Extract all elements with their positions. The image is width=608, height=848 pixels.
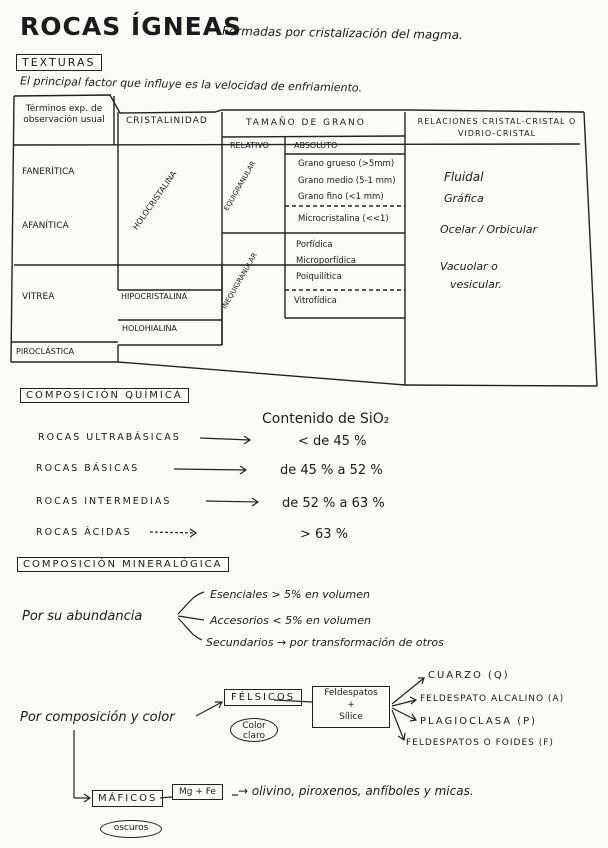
- cell-holocristalina: HOLOCRISTALINA: [131, 169, 179, 232]
- col-header-cristalinidad: CRISTALINIDAD: [126, 116, 208, 126]
- quimica-row-value: < de 45 %: [298, 434, 367, 449]
- cell-fluidal: Fluidal: [444, 170, 484, 184]
- cell-vesicular: vesicular.: [450, 278, 502, 291]
- cell-equigranular: EQUIGRANULAR: [222, 159, 258, 213]
- quimica-row-value: de 45 % a 52 %: [280, 463, 383, 478]
- row-faneritica: FANERÍTICA: [22, 167, 75, 177]
- section-label-texturas: TEXTURAS: [16, 54, 102, 71]
- cell-porfidica: Porfídica: [296, 240, 333, 250]
- cell-vacuolar: Vacuolar o: [440, 260, 498, 273]
- mineral-cuarzo: CUARZO (Q): [428, 670, 510, 681]
- feld-box-line2: Sílice: [339, 712, 363, 722]
- row-afanitica: AFANÍTICA: [22, 221, 69, 231]
- cell-grano-fino: Grano fino (<1 mm): [298, 192, 384, 202]
- feld-box-line1: Feldespatos: [324, 688, 378, 698]
- felsicos-box: FÉLSICOS: [224, 689, 302, 706]
- mgfe-box: Mg + Fe: [172, 784, 223, 800]
- quimica-row-name: ROCAS ÁCIDAS: [36, 527, 132, 538]
- page-title: ROCAS ÍGNEAS: [20, 12, 243, 41]
- col-header-terminos: Términos exp. de observación usual: [23, 104, 105, 125]
- cell-microcristalina: Microcristalina (<<1): [298, 214, 389, 224]
- esenciales-label: Esenciales > 5% en volumen: [210, 588, 370, 601]
- quimica-row-name: ROCAS ULTRABÁSICAS: [38, 432, 181, 443]
- feld-box-plus: +: [347, 700, 355, 710]
- cell-grano-grueso: Grano grueso (>5mm): [298, 159, 395, 169]
- maficos-minerals: → olivino, piroxenos, anfíboles y micas.: [238, 784, 474, 798]
- cell-poiquilitica: Poiquilítica: [296, 272, 342, 282]
- color-label: Por composición y color: [20, 710, 175, 725]
- abundancia-label: Por su abundancia: [22, 609, 143, 624]
- subheader-relativo: RELATIVO: [230, 141, 269, 150]
- page-subtitle: Formadas por cristalización del magma.: [221, 23, 463, 43]
- cell-holohialina: HOLOHIALINA: [122, 324, 177, 333]
- maficos-box: MÁFICOS: [92, 790, 163, 807]
- cell-inequigranular: INEQUIGRANULAR: [220, 251, 259, 311]
- mineral-feldespatos-foides: FELDESPATOS O FOIDES (F): [406, 738, 554, 748]
- quimica-row-name: ROCAS BÁSICAS: [36, 463, 140, 474]
- mineral-plagioclasa: PLAGIOCLASA (P): [420, 716, 538, 727]
- secundarios-label: Secundarios → por transformación de otros: [206, 636, 444, 649]
- sio2-header: Contenido de SiO₂: [262, 411, 390, 427]
- cell-vitrofidica: Vitrofídica: [294, 296, 337, 306]
- section-label-mineralogica: COMPOSICIÓN MINERALÓGICA: [17, 557, 229, 572]
- felsicos-note: Color claro: [230, 718, 278, 742]
- col-header-tamano: TAMAÑO DE GRANO: [246, 118, 366, 128]
- col-header-relaciones: RELACIONES CRISTAL-CRISTAL O VIDRIO-CRISTAL: [417, 117, 577, 138]
- cell-ocelar: Ocelar / Orbicular: [440, 223, 538, 236]
- cell-hipocristalina: HIPOCRISTALINA: [121, 292, 188, 301]
- quimica-row-name: ROCAS INTERMEDIAS: [36, 496, 172, 507]
- cell-microporfidica: Microporfídica: [296, 256, 356, 266]
- accesorios-label: Accesorios < 5% en volumen: [210, 614, 372, 627]
- quimica-row-value: de 52 % a 63 %: [282, 496, 385, 511]
- section-label-quimica: COMPOSICIÓN QUÍMICA: [20, 388, 189, 403]
- quimica-row-value: > 63 %: [300, 527, 349, 542]
- texturas-intro: El principal factor que influye es la velocidad de enfriamiento.: [19, 74, 363, 95]
- cell-grano-medio: Grano medio (5-1 mm): [298, 176, 396, 186]
- row-piroclastica: PIROCLÁSTICA: [16, 347, 75, 356]
- maficos-note: oscuros: [100, 820, 162, 838]
- mineral-feldespato-alcalino: FELDESPATO ALCALINO (A): [420, 694, 565, 704]
- subheader-absoluto: ABSOLUTO: [294, 141, 338, 150]
- cell-grafica: Gráfica: [444, 192, 484, 205]
- row-vitrea: VÍTREA: [22, 292, 55, 302]
